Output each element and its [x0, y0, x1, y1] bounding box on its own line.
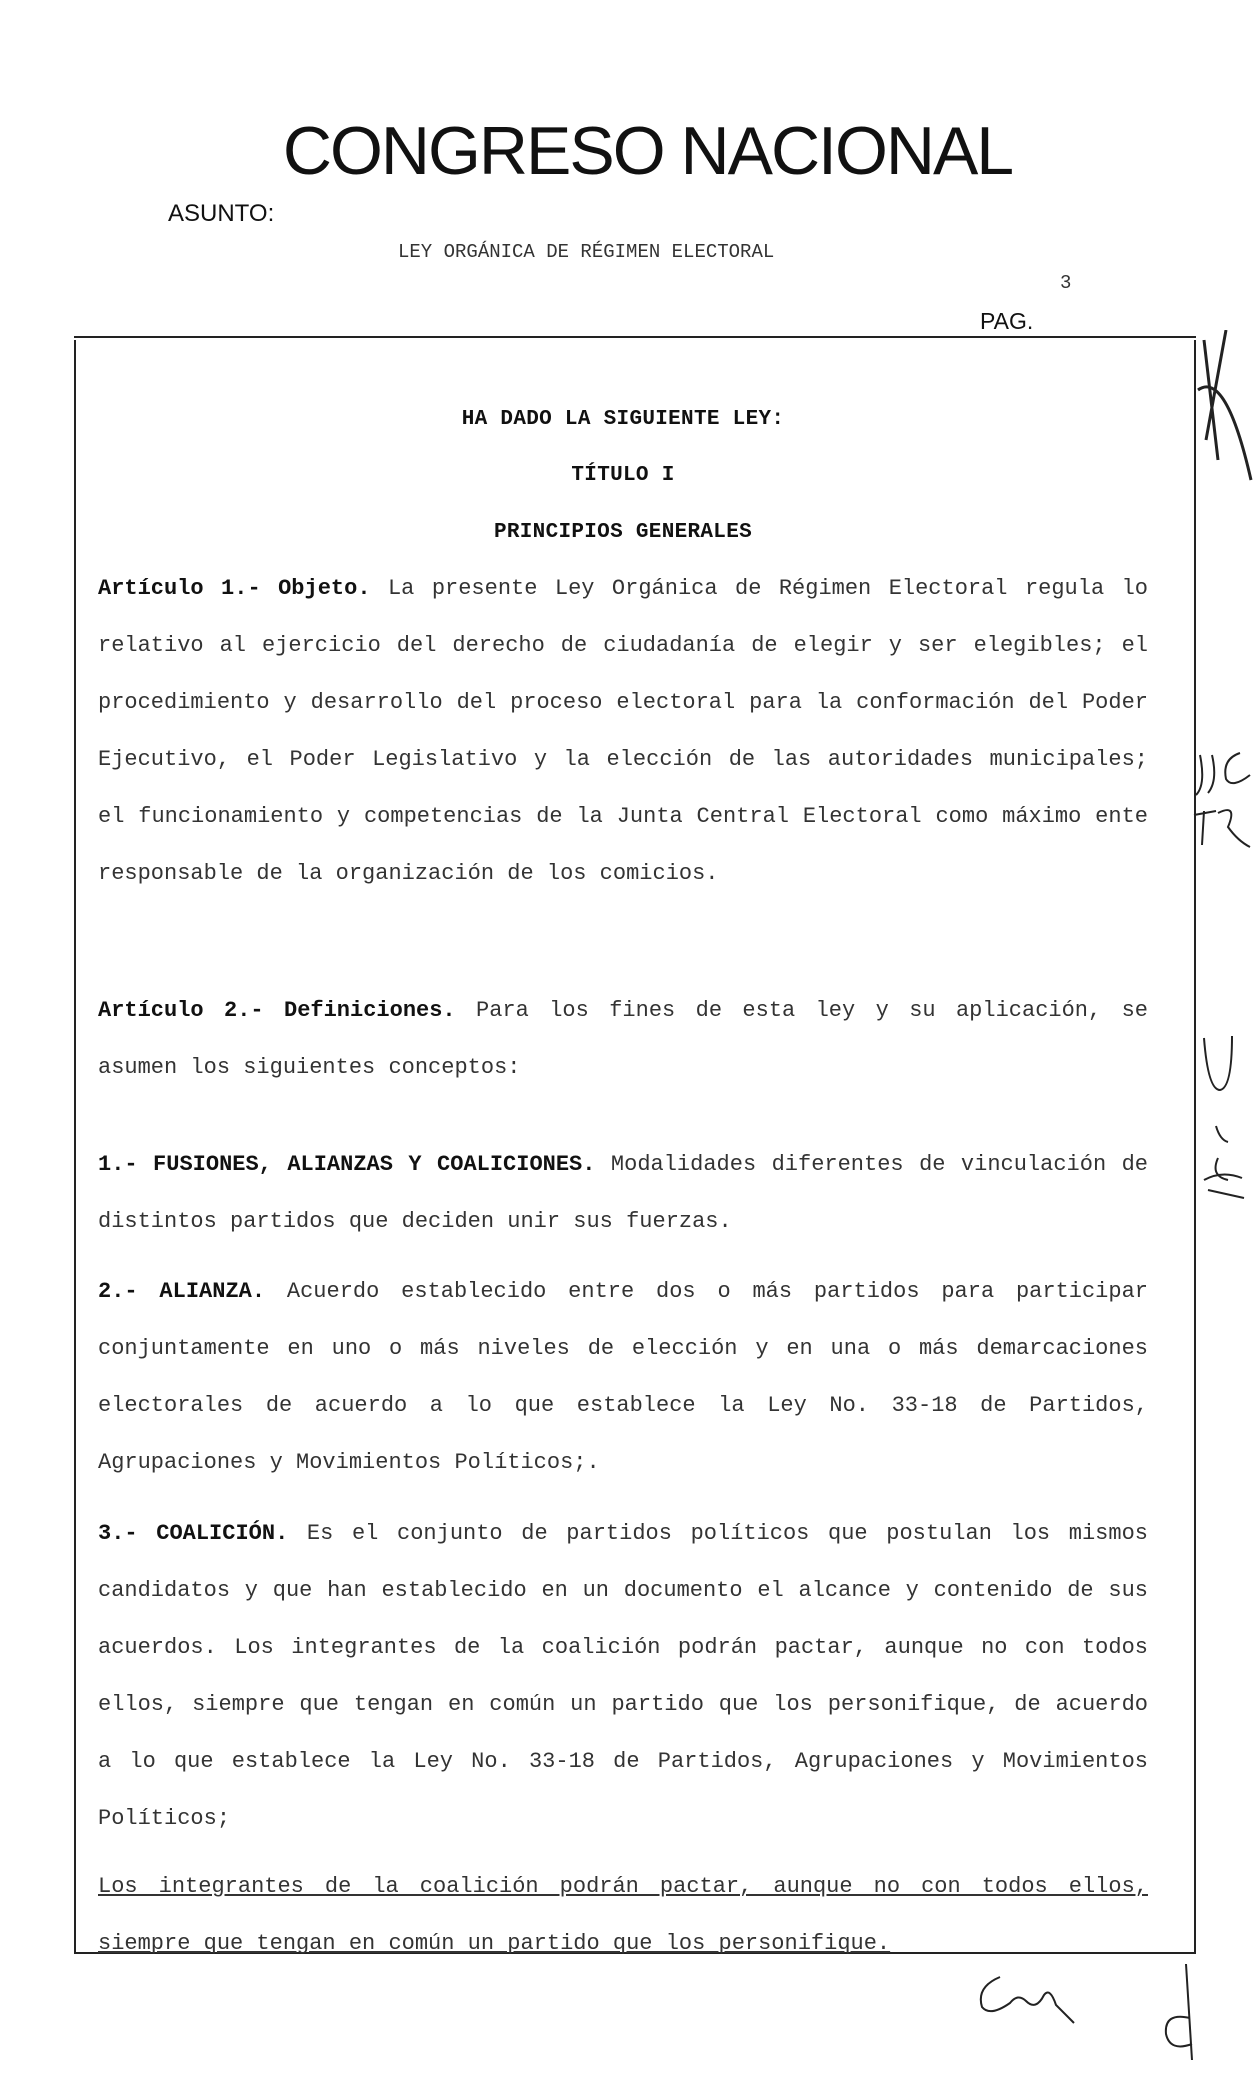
- closing-paragraph: [98, 1858, 1148, 1972]
- document-subject: LEY ORGÁNICA DE RÉGIMEN ELECTORAL: [398, 241, 775, 263]
- article-2-text: Para los fines de esta ley y su aplicación, se asumen los siguientes conceptos:: [98, 998, 1148, 1080]
- definition-1-title: 1.- FUSIONES, ALIANZAS Y COALICIONES.: [98, 1152, 596, 1177]
- definition-2-title: 2.- ALIANZA.: [98, 1279, 266, 1304]
- handwritten-signature-bottom: [970, 1965, 1080, 2025]
- article-2: [98, 982, 1148, 1096]
- definition-3: [98, 1505, 1148, 1847]
- definition-3-text: Es el conjunto de partidos políticos que postulan los mismos candidatos y que han establecido en un documento el alcance y contenido de sus acuerdos. Los integrantes de la coalición podrán pactar, aunque no con todos ellos, siempre que tengan en común un partido que los personifique, de acuerdo a lo que establece la Ley No. 33-18 de Partidos, Agrupaciones y Movimientos Políticos;: [98, 1521, 1148, 1831]
- handwritten-initials-side: [1198, 1030, 1252, 1210]
- handwritten-initials-jc: [1192, 745, 1256, 855]
- definition-2: [98, 1263, 1148, 1491]
- header-divider: [74, 336, 1196, 338]
- handwritten-mark-bottom-right: [1150, 1960, 1220, 2070]
- definition-3-title: 3.- COALICIÓN.: [98, 1521, 289, 1546]
- definition-1-text: Modalidades diferentes de vinculación de distintos partidos que deciden unir sus fuerzas.: [98, 1152, 1148, 1234]
- heading-ha-dado: HA DADO LA SIGUIENTE LEY:: [461, 408, 785, 431]
- article-1: [98, 560, 1148, 902]
- definition-1: [98, 1136, 1148, 1250]
- heading-titulo: TÍTULO I: [571, 464, 675, 487]
- definition-2-text: Acuerdo establecido entre dos o más partidos para participar conjuntamente en uno o más niveles de elección y en una o más demarcaciones electorales de acuerdo a lo que establece la Ley No. 33-18 de Partidos, Agrupaciones y Movimientos Políticos;.: [98, 1279, 1148, 1475]
- article-1-text: La presente Ley Orgánica de Régimen Electoral regula lo relativo al ejercicio del derecho de ciudadanía de elegir y ser elegibles; el procedimiento y desarrollo del proceso electoral para la conformación del Poder Ejecutivo, el Poder Legislativo y la elección de las autoridades municipales; el funcionamiento y competencias de la Junta Central Electoral como máximo ente responsable de la organización de los comicios.: [98, 576, 1149, 886]
- institution-title: CONGRESO NACIONAL: [282, 113, 1013, 189]
- page-label: PAG.: [980, 308, 1034, 334]
- asunto-label: ASUNTO:: [168, 200, 275, 227]
- article-2-title: Artículo 2.- Definiciones.: [98, 998, 456, 1023]
- page-number: 3: [1060, 272, 1072, 294]
- heading-principios: PRINCIPIOS GENERALES: [493, 521, 753, 544]
- closing-text: Los integrantes de la coalición podrán pactar, aunque no con todos ellos, siempre que tengan en común un partido que los personifique.: [98, 1874, 1148, 1956]
- article-1-title: Artículo 1.- Objeto.: [98, 576, 371, 601]
- handwritten-signature-top: [1196, 330, 1256, 490]
